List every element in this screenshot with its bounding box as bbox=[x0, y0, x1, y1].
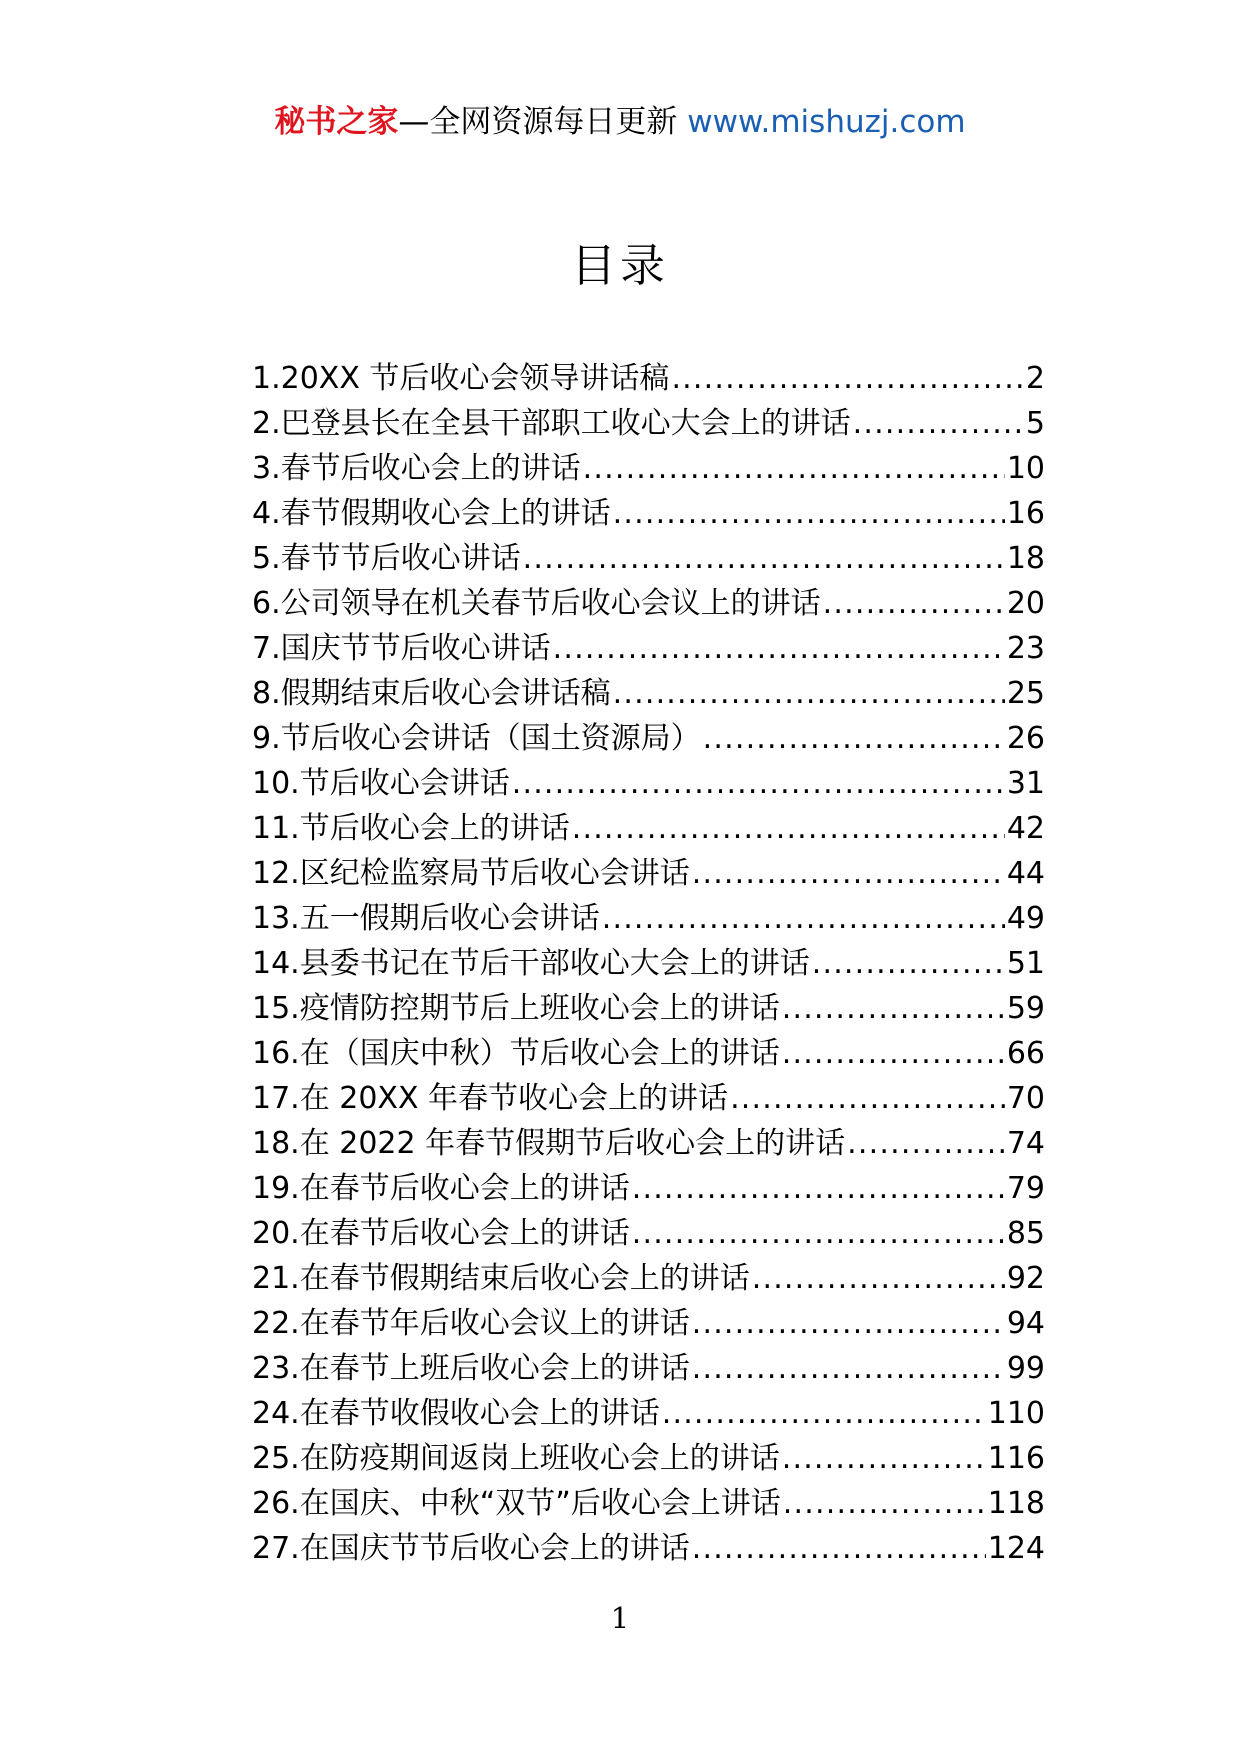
toc-entry[interactable] bbox=[252, 1166, 1045, 1211]
toc-entry[interactable] bbox=[252, 1346, 1045, 1391]
toc-entry-page: 2 bbox=[1025, 361, 1045, 396]
toc-entry-page: 110 bbox=[987, 1396, 1045, 1431]
page-header bbox=[0, 100, 1240, 144]
toc-entry-page: 116 bbox=[987, 1441, 1045, 1476]
toc-entry-page: 10 bbox=[1006, 451, 1045, 486]
toc-dot-leader bbox=[613, 671, 1005, 716]
toc-entry-title: 3.春节后收心会上的讲话 bbox=[252, 451, 581, 486]
page-number: 1 bbox=[610, 1601, 630, 1635]
toc-dot-leader bbox=[692, 1301, 1005, 1346]
toc-entry-page: 25 bbox=[1006, 676, 1045, 711]
toc-entry-title: 11.节后收心会上的讲话 bbox=[252, 811, 570, 846]
toc-entry-page: 18 bbox=[1006, 541, 1045, 576]
toc-dot-leader bbox=[782, 1031, 1005, 1076]
toc-dot-leader bbox=[602, 896, 1005, 941]
toc-dot-leader bbox=[812, 941, 1005, 986]
toc-entry-page: 59 bbox=[1006, 991, 1045, 1026]
toc-dot-leader bbox=[572, 806, 1005, 851]
toc-entry[interactable] bbox=[252, 1391, 1045, 1436]
toc-dot-leader bbox=[583, 446, 1005, 491]
toc-entry-page: 16 bbox=[1006, 496, 1045, 531]
toc-dot-leader bbox=[632, 1166, 1005, 1211]
toc-entry-title: 25.在防疫期间返岗上班收心会上的讲话 bbox=[252, 1441, 780, 1476]
toc-dot-leader bbox=[692, 851, 1005, 896]
toc-dot-leader bbox=[671, 356, 1023, 401]
toc-entry[interactable] bbox=[252, 626, 1045, 671]
toc-entry[interactable] bbox=[252, 761, 1045, 806]
toc-entry-title: 9.节后收心会讲话（国土资源局） bbox=[252, 721, 701, 756]
toc-entry-page: 99 bbox=[1006, 1351, 1045, 1386]
toc-entry[interactable] bbox=[252, 1481, 1045, 1526]
toc-entry-page: 49 bbox=[1006, 901, 1045, 936]
toc-entry-title: 4.春节假期收心会上的讲话 bbox=[252, 496, 611, 531]
toc-entry-title: 20.在春节后收心会上的讲话 bbox=[252, 1216, 630, 1251]
toc-dot-leader bbox=[632, 1211, 1005, 1256]
toc-entry[interactable] bbox=[252, 671, 1045, 716]
toc-entry[interactable] bbox=[252, 941, 1045, 986]
toc-dot-leader bbox=[523, 536, 1005, 581]
toc-entry[interactable] bbox=[252, 1301, 1045, 1346]
toc-entry-title: 13.五一假期后收心会讲话 bbox=[252, 901, 600, 936]
toc-entry-title: 12.区纪检监察局节后收心会讲话 bbox=[252, 856, 690, 891]
toc-entry[interactable] bbox=[252, 1436, 1045, 1481]
toc-entry-title: 16.在（国庆中秋）节后收心会上的讲话 bbox=[252, 1036, 780, 1071]
toc-entry-page: 94 bbox=[1006, 1306, 1045, 1341]
toc-dot-leader bbox=[613, 491, 1005, 536]
toc-entry-page: 44 bbox=[1006, 856, 1045, 891]
toc-entry[interactable] bbox=[252, 1076, 1045, 1121]
toc-entry[interactable] bbox=[252, 806, 1045, 851]
table-of-contents bbox=[252, 356, 1045, 1571]
toc-dot-leader bbox=[823, 581, 1005, 626]
toc-entry[interactable] bbox=[252, 986, 1045, 1031]
toc-entry[interactable] bbox=[252, 1211, 1045, 1256]
toc-entry[interactable] bbox=[252, 1256, 1045, 1301]
toc-dot-leader bbox=[782, 986, 1005, 1031]
toc-entry-page: 74 bbox=[1006, 1126, 1045, 1161]
toc-entry-title: 14.县委书记在节后干部收心大会上的讲话 bbox=[252, 946, 810, 981]
toc-entry-title: 7.国庆节节后收心讲话 bbox=[252, 631, 551, 666]
brand-name: 秘书之家 bbox=[274, 104, 399, 140]
toc-entry-title: 6.公司领导在机关春节后收心会议上的讲话 bbox=[252, 586, 821, 621]
toc-entry-page: 92 bbox=[1006, 1261, 1045, 1296]
toc-entry[interactable] bbox=[252, 716, 1045, 761]
toc-dot-leader bbox=[553, 626, 1005, 671]
toc-entry[interactable] bbox=[252, 401, 1045, 446]
toc-entry-title: 15.疫情防控期节后上班收心会上的讲话 bbox=[252, 991, 780, 1026]
toc-entry[interactable] bbox=[252, 536, 1045, 581]
toc-entry[interactable] bbox=[252, 896, 1045, 941]
toc-dot-leader bbox=[853, 401, 1024, 446]
page-title: 目录 bbox=[570, 239, 669, 292]
toc-entry[interactable] bbox=[252, 491, 1045, 536]
toc-entry[interactable] bbox=[252, 1031, 1045, 1076]
toc-entry-page: 26 bbox=[1006, 721, 1045, 756]
toc-entry-title: 5.春节节后收心讲话 bbox=[252, 541, 521, 576]
toc-entry-title: 21.在春节假期结束后收心会上的讲话 bbox=[252, 1261, 750, 1296]
toc-entry[interactable] bbox=[252, 851, 1045, 896]
toc-entry-title: 26.在国庆、中秋“双节”后收心会上讲话 bbox=[252, 1486, 781, 1521]
website-link[interactable]: www.mishuzj.com bbox=[687, 104, 966, 140]
toc-entry-title: 22.在春节年后收心会议上的讲话 bbox=[252, 1306, 690, 1341]
toc-entry-title: 10.节后收心会讲话 bbox=[252, 766, 510, 801]
toc-dot-leader bbox=[512, 761, 1005, 806]
toc-entry-page: 124 bbox=[987, 1531, 1045, 1566]
toc-entry[interactable] bbox=[252, 1121, 1045, 1166]
toc-entry-page: 79 bbox=[1006, 1171, 1045, 1206]
toc-entry-page: 23 bbox=[1006, 631, 1045, 666]
toc-entry-title: 24.在春节收假收心会上的讲话 bbox=[252, 1396, 660, 1431]
toc-entry-title: 27.在国庆节节后收心会上的讲话 bbox=[252, 1531, 690, 1566]
toc-entry-title: 17.在 20XX 年春节收心会上的讲话 bbox=[252, 1081, 729, 1116]
toc-dot-leader bbox=[847, 1121, 1005, 1166]
toc-entry-title: 19.在春节后收心会上的讲话 bbox=[252, 1171, 630, 1206]
toc-entry-page: 66 bbox=[1006, 1036, 1045, 1071]
toc-entry-page: 31 bbox=[1006, 766, 1045, 801]
toc-dot-leader bbox=[692, 1346, 1005, 1391]
toc-entry-page: 70 bbox=[1006, 1081, 1045, 1116]
toc-dot-leader bbox=[703, 716, 1005, 761]
toc-entry-page: 51 bbox=[1006, 946, 1045, 981]
toc-entry-title: 18.在 2022 年春节假期节后收心会上的讲话 bbox=[252, 1126, 846, 1161]
toc-dot-leader bbox=[782, 1436, 986, 1481]
toc-entry-title: 1.20XX 节后收心会领导讲话稿 bbox=[252, 361, 670, 396]
toc-entry-page: 20 bbox=[1006, 586, 1045, 621]
toc-dot-leader bbox=[730, 1076, 1005, 1121]
toc-dot-leader bbox=[692, 1526, 986, 1571]
header-tagline: —全网资源每日更新 bbox=[398, 104, 688, 140]
toc-entry-page: 85 bbox=[1006, 1216, 1045, 1251]
toc-entry-page: 42 bbox=[1006, 811, 1045, 846]
toc-dot-leader bbox=[752, 1256, 1005, 1301]
toc-entry[interactable] bbox=[252, 581, 1045, 626]
toc-entry[interactable] bbox=[252, 356, 1045, 401]
toc-entry-page: 5 bbox=[1025, 406, 1045, 441]
toc-dot-leader bbox=[662, 1391, 986, 1436]
toc-entry[interactable] bbox=[252, 446, 1045, 491]
toc-entry-title: 23.在春节上班后收心会上的讲话 bbox=[252, 1351, 690, 1386]
toc-dot-leader bbox=[783, 1481, 986, 1526]
toc-entry-page: 118 bbox=[987, 1486, 1045, 1521]
toc-entry[interactable] bbox=[252, 1526, 1045, 1571]
toc-entry-title: 8.假期结束后收心会讲话稿 bbox=[252, 676, 611, 711]
toc-entry-title: 2.巴登县长在全县干部职工收心大会上的讲话 bbox=[252, 406, 851, 441]
